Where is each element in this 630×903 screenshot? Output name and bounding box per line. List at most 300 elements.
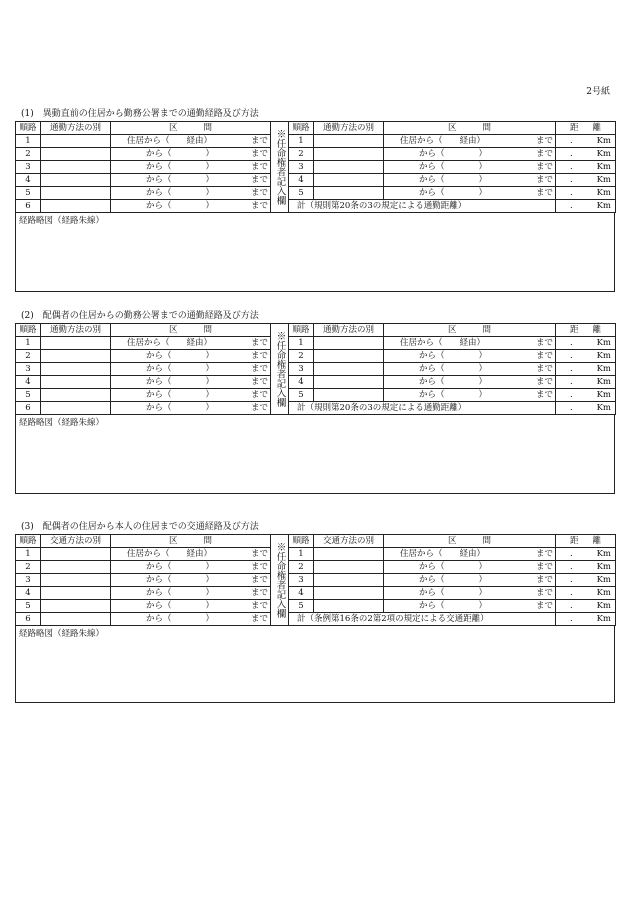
section-from: から（ ）	[146, 174, 215, 185]
distance-cell[interactable]	[556, 174, 616, 187]
section-until: まで	[535, 548, 553, 559]
route-number-label: 3	[25, 363, 31, 374]
route-number	[289, 135, 314, 148]
route-number-label: 1	[298, 135, 304, 146]
section-until: まで	[535, 363, 553, 374]
total-label-cell	[289, 200, 556, 213]
route-row	[16, 561, 616, 574]
section-cell[interactable]	[384, 174, 556, 187]
section-title: (1) 異動直前の住居から勤務公署までの通勤経路及び方法	[21, 109, 259, 119]
distance-unit: Km	[596, 161, 611, 172]
route-map-label: 経路略図（経路朱線）	[19, 418, 105, 428]
header-section-char: 間	[482, 535, 492, 546]
route-number-label: 4	[25, 587, 31, 598]
header-route	[289, 535, 314, 548]
section-until: まで	[250, 561, 268, 572]
section-cell[interactable]	[384, 187, 556, 200]
section-until: まで	[250, 613, 268, 624]
distance-dot: .	[570, 587, 573, 598]
section-1	[15, 107, 615, 292]
section-cell[interactable]	[111, 402, 271, 415]
section-title: (3) 配偶者の住居から本人の住居までの交通経路及び方法	[21, 522, 259, 532]
route-number-label: 2	[298, 148, 304, 159]
route-number	[289, 389, 314, 402]
section-cell[interactable]	[111, 187, 271, 200]
method-cell[interactable]	[41, 587, 111, 600]
section-until: まで	[250, 148, 268, 159]
header-method-label: 交通方法の別	[322, 535, 374, 546]
method-cell[interactable]	[314, 561, 384, 574]
section-cell[interactable]	[111, 376, 271, 389]
route-number	[289, 600, 314, 613]
distance-cell[interactable]	[556, 363, 616, 376]
route-number-label: 3	[298, 161, 304, 172]
header-section	[384, 535, 556, 548]
route-row	[16, 587, 616, 600]
section-from: から（ ）	[419, 148, 488, 159]
distance-dot: .	[570, 389, 573, 400]
header-method	[314, 535, 384, 548]
section-2	[15, 309, 615, 494]
distance-cell[interactable]	[556, 587, 616, 600]
distance-cell[interactable]	[556, 148, 616, 161]
distance-unit: Km	[596, 613, 611, 624]
distance-cell[interactable]	[556, 350, 616, 363]
section-from: 住居から（ 経由）	[127, 337, 213, 348]
distance-dot: .	[570, 613, 573, 624]
section-until: まで	[535, 376, 553, 387]
route-map-box[interactable]	[15, 626, 615, 703]
section-cell[interactable]	[111, 574, 271, 587]
header-row	[16, 122, 616, 135]
section-until: まで	[250, 548, 268, 559]
header-method-label: 通勤方法の別	[322, 122, 374, 133]
distance-unit: Km	[596, 148, 611, 159]
section-cell[interactable]	[111, 548, 271, 561]
header-route-label: 順路	[292, 535, 310, 546]
section-until: まで	[250, 376, 268, 387]
section-until: まで	[535, 337, 553, 348]
header-row	[16, 535, 616, 548]
route-number	[16, 600, 41, 613]
section-cell[interactable]	[384, 600, 556, 613]
distance-dot: .	[570, 376, 573, 387]
method-cell[interactable]	[41, 613, 111, 626]
route-number	[16, 135, 41, 148]
method-cell[interactable]	[314, 548, 384, 561]
route-number	[289, 174, 314, 187]
section-until: まで	[250, 174, 268, 185]
section-from: から（ ）	[419, 187, 488, 198]
section-from: から（ ）	[146, 389, 215, 400]
route-number-label: 5	[298, 600, 304, 611]
distance-unit: Km	[596, 561, 611, 572]
header-method-label: 通勤方法の別	[49, 324, 101, 335]
method-cell[interactable]	[41, 389, 111, 402]
route-number-label: 1	[298, 337, 304, 348]
distance-unit: Km	[596, 200, 611, 211]
section-cell[interactable]	[384, 389, 556, 402]
route-map-box[interactable]	[15, 415, 615, 494]
route-number-label: 5	[25, 600, 31, 611]
distance-cell[interactable]	[556, 337, 616, 350]
section-cell[interactable]	[111, 587, 271, 600]
section-until: まで	[250, 363, 268, 374]
section-cell[interactable]	[384, 363, 556, 376]
method-cell[interactable]	[314, 389, 384, 402]
total-label-cell	[289, 613, 556, 626]
route-number	[16, 548, 41, 561]
route-number	[289, 376, 314, 389]
route-number-label: 3	[298, 363, 304, 374]
method-cell[interactable]	[41, 561, 111, 574]
section-from: から（ ）	[146, 376, 215, 387]
section-until: まで	[535, 561, 553, 572]
route-number	[289, 187, 314, 200]
route-number-label: 4	[25, 174, 31, 185]
distance-cell[interactable]	[556, 135, 616, 148]
route-map-label: 経路略図（経路朱線）	[19, 216, 105, 226]
distance-dot: .	[570, 548, 573, 559]
method-cell[interactable]	[314, 350, 384, 363]
header-route	[289, 324, 314, 337]
route-number-label: 5	[298, 187, 304, 198]
method-cell[interactable]	[41, 200, 111, 213]
section-cell[interactable]	[111, 389, 271, 402]
header-method	[41, 324, 111, 337]
section-until: まで	[535, 350, 553, 361]
distance-dot: .	[570, 135, 573, 146]
route-number-label: 2	[25, 350, 31, 361]
route-number	[16, 402, 41, 415]
route-number-label: 2	[25, 561, 31, 572]
distance-unit: Km	[596, 135, 611, 146]
section-cell[interactable]	[111, 561, 271, 574]
method-cell[interactable]	[41, 548, 111, 561]
header-section	[111, 122, 271, 135]
section-until: まで	[250, 402, 268, 413]
total-label: 計（規則第20条の3の規定による通勤距離）	[297, 200, 467, 211]
distance-unit: Km	[596, 389, 611, 400]
header-method	[41, 535, 111, 548]
method-cell[interactable]	[41, 363, 111, 376]
section-cell[interactable]	[111, 135, 271, 148]
method-cell[interactable]	[314, 363, 384, 376]
section-until: まで	[250, 350, 268, 361]
header-section	[384, 122, 556, 135]
section-from: から（ ）	[146, 587, 215, 598]
header-distance	[556, 122, 616, 135]
section-cell[interactable]	[384, 161, 556, 174]
route-table	[15, 534, 616, 626]
section-cell[interactable]	[384, 135, 556, 148]
route-number-label: 2	[298, 350, 304, 361]
header-distance-char: 離	[592, 535, 602, 546]
section-cell[interactable]	[384, 376, 556, 389]
distance-unit: Km	[596, 337, 611, 348]
section-until: まで	[250, 574, 268, 585]
distance-unit: Km	[596, 350, 611, 361]
route-number	[16, 161, 41, 174]
appointer-note-label: ※任命権者記入欄	[274, 331, 286, 407]
section-from: から（ ）	[146, 187, 215, 198]
distance-cell[interactable]	[556, 548, 616, 561]
distance-dot: .	[570, 200, 573, 211]
appointer-note-column	[271, 324, 289, 415]
method-cell[interactable]	[41, 174, 111, 187]
method-cell[interactable]	[41, 350, 111, 363]
route-number-label: 3	[25, 574, 31, 585]
route-number	[289, 161, 314, 174]
route-row	[16, 574, 616, 587]
route-number-label: 5	[25, 187, 31, 198]
distance-dot: .	[570, 363, 573, 374]
header-route-label: 順路	[292, 122, 310, 133]
header-section	[384, 324, 556, 337]
distance-dot: .	[570, 148, 573, 159]
header-method-label: 交通方法の別	[49, 535, 101, 546]
distance-unit: Km	[596, 174, 611, 185]
route-number	[289, 350, 314, 363]
route-row	[16, 613, 616, 626]
distance-cell[interactable]	[556, 161, 616, 174]
section-from: から（ ）	[146, 200, 215, 211]
section-from: から（ ）	[419, 161, 488, 172]
distance-unit: Km	[596, 587, 611, 598]
method-cell[interactable]	[41, 600, 111, 613]
route-row	[16, 174, 616, 187]
distance-cell[interactable]	[556, 389, 616, 402]
distance-cell[interactable]	[556, 200, 616, 213]
method-cell[interactable]	[41, 337, 111, 350]
route-number-label: 6	[25, 402, 31, 413]
header-method	[314, 122, 384, 135]
route-number-label: 1	[25, 135, 31, 146]
appointer-note-label: ※任命権者記入欄	[274, 129, 286, 205]
header-section-char: 区	[447, 122, 457, 133]
section-cell[interactable]	[384, 548, 556, 561]
route-map-box[interactable]	[15, 213, 615, 292]
header-route	[289, 122, 314, 135]
route-number-label: 3	[298, 574, 304, 585]
distance-unit: Km	[596, 402, 611, 413]
route-row	[16, 148, 616, 161]
section-cell[interactable]	[111, 161, 271, 174]
section-from: 住居から（ 経由）	[127, 135, 213, 146]
method-cell[interactable]	[41, 402, 111, 415]
section-until: まで	[250, 161, 268, 172]
route-number	[16, 389, 41, 402]
distance-dot: .	[570, 187, 573, 198]
distance-unit: Km	[596, 363, 611, 374]
route-number-label: 2	[25, 148, 31, 159]
section-until: まで	[250, 200, 268, 211]
method-cell[interactable]	[314, 135, 384, 148]
header-route	[16, 122, 41, 135]
method-cell[interactable]	[314, 600, 384, 613]
appointer-note-column	[271, 122, 289, 213]
distance-cell[interactable]	[556, 376, 616, 389]
route-map-label: 経路略図（経路朱線）	[19, 629, 105, 639]
method-cell[interactable]	[314, 587, 384, 600]
route-number-label: 5	[298, 389, 304, 400]
section-from: から（ ）	[146, 600, 215, 611]
header-section-char: 間	[203, 122, 213, 133]
section-from: から（ ）	[146, 561, 215, 572]
section-until: まで	[250, 587, 268, 598]
section-cell[interactable]	[384, 337, 556, 350]
header-section	[111, 324, 271, 337]
route-number-label: 4	[25, 376, 31, 387]
route-number-label: 3	[25, 161, 31, 172]
section-from: から（ ）	[146, 574, 215, 585]
section-cell[interactable]	[111, 337, 271, 350]
route-row	[16, 389, 616, 402]
route-number	[16, 376, 41, 389]
distance-unit: Km	[596, 187, 611, 198]
header-distance	[556, 324, 616, 337]
section-until: まで	[535, 174, 553, 185]
route-number	[289, 574, 314, 587]
section-until: まで	[535, 161, 553, 172]
section-from: から（ ）	[419, 389, 488, 400]
section-until: まで	[535, 389, 553, 400]
header-section-char: 区	[447, 324, 457, 335]
header-section-char: 区	[168, 122, 178, 133]
method-cell[interactable]	[41, 574, 111, 587]
header-row	[16, 324, 616, 337]
route-number-label: 5	[25, 389, 31, 400]
section-cell[interactable]	[384, 587, 556, 600]
distance-cell[interactable]	[556, 600, 616, 613]
section-cell[interactable]	[111, 148, 271, 161]
section-until: まで	[250, 187, 268, 198]
header-section-char: 間	[203, 324, 213, 335]
header-method-label: 通勤方法の別	[49, 122, 101, 133]
distance-unit: Km	[596, 376, 611, 387]
method-cell[interactable]	[41, 148, 111, 161]
appointer-note-column	[271, 535, 289, 626]
route-number	[16, 350, 41, 363]
section-cell[interactable]	[111, 200, 271, 213]
section-from: 住居から（ 経由）	[400, 135, 486, 146]
header-distance	[556, 535, 616, 548]
section-until: まで	[250, 135, 268, 146]
section-from: から（ ）	[419, 600, 488, 611]
method-cell[interactable]	[41, 187, 111, 200]
section-until: まで	[535, 135, 553, 146]
section-from: から（ ）	[419, 574, 488, 585]
section-cell[interactable]	[384, 148, 556, 161]
route-row	[16, 337, 616, 350]
distance-cell[interactable]	[556, 402, 616, 415]
method-cell[interactable]	[41, 135, 111, 148]
route-row	[16, 402, 616, 415]
section-until: まで	[535, 148, 553, 159]
section-until: まで	[535, 574, 553, 585]
method-cell[interactable]	[314, 174, 384, 187]
section-from: から（ ）	[146, 161, 215, 172]
form-number: 2号紙	[586, 87, 610, 97]
total-label: 計（規則第20条の3の規定による通勤距離）	[297, 402, 467, 413]
route-number	[16, 148, 41, 161]
appointer-note-label: ※任命権者記入欄	[274, 542, 286, 618]
route-number-label: 1	[298, 548, 304, 559]
route-number	[16, 200, 41, 213]
method-cell[interactable]	[314, 337, 384, 350]
route-number	[289, 363, 314, 376]
header-section-char: 間	[203, 535, 213, 546]
distance-cell[interactable]	[556, 187, 616, 200]
section-until: まで	[535, 600, 553, 611]
section-from: 住居から（ 経由）	[127, 548, 213, 559]
distance-cell[interactable]	[556, 561, 616, 574]
section-from: から（ ）	[419, 174, 488, 185]
distance-dot: .	[570, 174, 573, 185]
route-row	[16, 600, 616, 613]
header-distance-char: 離	[592, 324, 602, 335]
route-number	[16, 174, 41, 187]
section-cell[interactable]	[111, 363, 271, 376]
route-row	[16, 200, 616, 213]
section-from: から（ ）	[419, 363, 488, 374]
header-route-label: 順路	[19, 535, 37, 546]
header-route	[16, 324, 41, 337]
header-distance-char: 距	[569, 324, 579, 335]
distance-unit: Km	[596, 548, 611, 559]
header-section-char: 間	[482, 122, 492, 133]
section-cell[interactable]	[111, 600, 271, 613]
route-number	[16, 363, 41, 376]
route-number	[289, 561, 314, 574]
route-row	[16, 548, 616, 561]
method-cell[interactable]	[314, 148, 384, 161]
section-cell[interactable]	[111, 350, 271, 363]
method-cell[interactable]	[41, 376, 111, 389]
section-from: から（ ）	[419, 350, 488, 361]
section-until: まで	[535, 187, 553, 198]
section-cell[interactable]	[384, 574, 556, 587]
method-cell[interactable]	[314, 187, 384, 200]
section-cell[interactable]	[111, 613, 271, 626]
header-section	[111, 535, 271, 548]
section-from: から（ ）	[419, 587, 488, 598]
section-cell[interactable]	[384, 350, 556, 363]
route-number	[289, 548, 314, 561]
method-cell[interactable]	[314, 161, 384, 174]
section-cell[interactable]	[384, 561, 556, 574]
header-method	[41, 122, 111, 135]
distance-unit: Km	[596, 574, 611, 585]
distance-cell[interactable]	[556, 574, 616, 587]
section-cell[interactable]	[111, 174, 271, 187]
distance-unit: Km	[596, 600, 611, 611]
route-number	[16, 187, 41, 200]
route-row	[16, 187, 616, 200]
distance-cell[interactable]	[556, 613, 616, 626]
route-number-label: 6	[25, 200, 31, 211]
method-cell[interactable]	[314, 376, 384, 389]
method-cell[interactable]	[314, 574, 384, 587]
header-route-label: 順路	[19, 324, 37, 335]
distance-dot: .	[570, 161, 573, 172]
header-distance-char: 距	[569, 535, 579, 546]
header-method-label: 通勤方法の別	[322, 324, 374, 335]
route-row	[16, 161, 616, 174]
route-number-label: 1	[25, 548, 31, 559]
section-from: から（ ）	[146, 363, 215, 374]
method-cell[interactable]	[41, 161, 111, 174]
